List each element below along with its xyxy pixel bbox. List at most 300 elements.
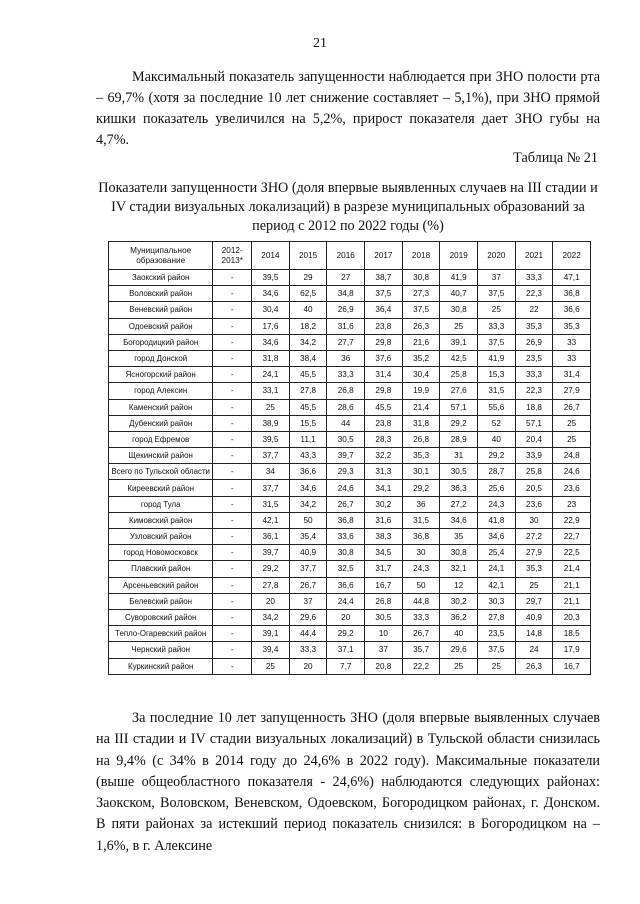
value-cell: 31,7 <box>365 561 403 577</box>
value-cell: 52 <box>478 415 516 431</box>
value-cell: 17,9 <box>553 642 591 658</box>
value-cell: 30,2 <box>440 593 478 609</box>
value-cell: 26,3 <box>402 318 440 334</box>
value-cell: 33,1 <box>252 383 290 399</box>
municipality-name: Каменский район <box>109 399 213 415</box>
value-cell: 35,3 <box>553 318 591 334</box>
municipality-name: Всего по Тульской области <box>109 464 213 480</box>
value-cell: 29,2 <box>402 480 440 496</box>
value-cell: - <box>213 561 252 577</box>
value-cell: 30,5 <box>365 609 403 625</box>
value-cell: 23,8 <box>365 318 403 334</box>
value-cell: 36 <box>327 350 365 366</box>
value-cell: 36,1 <box>252 529 290 545</box>
value-cell: 31,5 <box>478 383 516 399</box>
table-row <box>109 448 591 464</box>
value-cell: 37,7 <box>252 480 290 496</box>
value-cell: 39,4 <box>252 642 290 658</box>
table-row <box>109 270 591 286</box>
value-cell: 28,3 <box>365 431 403 447</box>
value-cell: - <box>213 626 252 642</box>
value-cell: 28,9 <box>440 431 478 447</box>
value-cell: 35,2 <box>402 350 440 366</box>
municipality-name: город Донской <box>109 350 213 366</box>
value-cell: 23,6 <box>515 496 553 512</box>
table-row <box>109 302 591 318</box>
value-cell: 31,8 <box>402 415 440 431</box>
value-cell: 39,7 <box>327 448 365 464</box>
table-header <box>109 242 591 270</box>
value-cell: - <box>213 529 252 545</box>
municipality-name: Киреевский район <box>109 480 213 496</box>
header-year: 2016 <box>327 242 365 270</box>
value-cell: 22,5 <box>553 545 591 561</box>
value-cell: 25 <box>440 658 478 674</box>
value-cell: 36,8 <box>327 512 365 528</box>
value-cell: 30,1 <box>402 464 440 480</box>
value-cell: 25 <box>553 431 591 447</box>
municipality-name: Белевский район <box>109 593 213 609</box>
value-cell: 30,5 <box>440 464 478 480</box>
value-cell: 27,9 <box>553 383 591 399</box>
value-cell: 27,2 <box>515 529 553 545</box>
value-cell: - <box>213 480 252 496</box>
value-cell: 34,5 <box>365 545 403 561</box>
header-year: 2022 <box>553 242 591 270</box>
value-cell: 25 <box>553 415 591 431</box>
value-cell: 20 <box>289 658 327 674</box>
value-cell: 50 <box>402 577 440 593</box>
value-cell: 33 <box>553 350 591 366</box>
value-cell: 36,8 <box>553 286 591 302</box>
value-cell: 23,8 <box>365 415 403 431</box>
value-cell: 27,8 <box>252 577 290 593</box>
value-cell: 27,9 <box>515 545 553 561</box>
value-cell: 34,6 <box>252 334 290 350</box>
table-row <box>109 561 591 577</box>
value-cell: 12 <box>440 577 478 593</box>
value-cell: 25,6 <box>478 480 516 496</box>
value-cell: 30 <box>402 545 440 561</box>
value-cell: 41,9 <box>478 350 516 366</box>
value-cell: 37,5 <box>402 302 440 318</box>
value-cell: 25 <box>252 399 290 415</box>
value-cell: 44,8 <box>402 593 440 609</box>
municipality-name: город Алексин <box>109 383 213 399</box>
municipality-name: Воловский район <box>109 286 213 302</box>
value-cell: 24,8 <box>553 448 591 464</box>
value-cell: 20,5 <box>515 480 553 496</box>
value-cell: 26,9 <box>515 334 553 350</box>
value-cell: 25 <box>515 577 553 593</box>
value-cell: 31,5 <box>402 512 440 528</box>
value-cell: 18,8 <box>515 399 553 415</box>
value-cell: 30 <box>515 512 553 528</box>
value-cell: 36,6 <box>289 464 327 480</box>
municipality-name: Узловский район <box>109 529 213 545</box>
table-row <box>109 658 591 674</box>
value-cell: - <box>213 350 252 366</box>
value-cell: 34,6 <box>440 512 478 528</box>
value-cell: 21,6 <box>402 334 440 350</box>
value-cell: 36,2 <box>440 609 478 625</box>
value-cell: 34,6 <box>252 286 290 302</box>
value-cell: - <box>213 286 252 302</box>
value-cell: 28,7 <box>478 464 516 480</box>
value-cell: 29,2 <box>252 561 290 577</box>
value-cell: 25 <box>478 302 516 318</box>
value-cell: 34,1 <box>365 480 403 496</box>
value-cell: 42,5 <box>440 350 478 366</box>
value-cell: 29 <box>289 270 327 286</box>
table-row <box>109 512 591 528</box>
value-cell: 25 <box>478 658 516 674</box>
value-cell: 38,3 <box>365 529 403 545</box>
value-cell: 33 <box>553 334 591 350</box>
value-cell: 30,5 <box>327 431 365 447</box>
value-cell: 27,2 <box>440 496 478 512</box>
header-municipality: Муниципальное образование <box>109 242 213 270</box>
value-cell: 30,4 <box>402 367 440 383</box>
value-cell: 38,4 <box>289 350 327 366</box>
value-cell: 20 <box>252 593 290 609</box>
value-cell: 24,1 <box>252 367 290 383</box>
value-cell: 15,3 <box>478 367 516 383</box>
value-cell: 25 <box>252 658 290 674</box>
value-cell: 44,4 <box>289 626 327 642</box>
table-label: Таблица № 21 <box>513 150 598 166</box>
value-cell: 29,2 <box>478 448 516 464</box>
value-cell: 26,7 <box>553 399 591 415</box>
value-cell: 41,9 <box>440 270 478 286</box>
value-cell: 18,5 <box>553 626 591 642</box>
value-cell: 33,3 <box>478 318 516 334</box>
value-cell: 55,6 <box>478 399 516 415</box>
table-row <box>109 593 591 609</box>
municipality-name: Тепло-Огаревский район <box>109 626 213 642</box>
value-cell: - <box>213 593 252 609</box>
header-year: 2014 <box>252 242 290 270</box>
value-cell: 30,8 <box>440 302 478 318</box>
municipality-name: Богородицкий район <box>109 334 213 350</box>
value-cell: 33,3 <box>402 609 440 625</box>
value-cell: 14,8 <box>515 626 553 642</box>
value-cell: 30,8 <box>402 270 440 286</box>
value-cell: 21,4 <box>402 399 440 415</box>
value-cell: 21,1 <box>553 577 591 593</box>
value-cell: 35 <box>440 529 478 545</box>
value-cell: 50 <box>289 512 327 528</box>
value-cell: 11,1 <box>289 431 327 447</box>
value-cell: 30,8 <box>440 545 478 561</box>
value-cell: 28,6 <box>327 399 365 415</box>
value-cell: - <box>213 512 252 528</box>
value-cell: 39,5 <box>252 270 290 286</box>
value-cell: 62,5 <box>289 286 327 302</box>
value-cell: 40 <box>289 302 327 318</box>
value-cell: 31,5 <box>252 496 290 512</box>
value-cell: - <box>213 318 252 334</box>
closing-paragraph: За последние 10 лет запущенность ЗНО (доля впервые выявленных случаев на III стадии и IV стадии визуальных локализаций) в Тульской области снизилась на 9,4% (с 34% в 2014 году до 24,6% в 2022 году). Максимальные показатели (выше общеобластного показателя - 24,6%) наблюдаются следующих районах: Заокском, Воловском, Веневском, Одоевском, Богородицком районах, г. Донском. В пяти районах за истекший период показатель снизился: в Богородицком на – 1,6%, в г. Алексине <box>96 710 600 854</box>
value-cell: 22,2 <box>402 658 440 674</box>
value-cell: 31,4 <box>365 367 403 383</box>
value-cell: 22,3 <box>515 286 553 302</box>
value-cell: - <box>213 270 252 286</box>
table-row <box>109 350 591 366</box>
value-cell: - <box>213 658 252 674</box>
value-cell: 34,2 <box>252 609 290 625</box>
value-cell: - <box>213 496 252 512</box>
value-cell: 24,3 <box>402 561 440 577</box>
value-cell: 31,6 <box>327 318 365 334</box>
value-cell: 32,2 <box>365 448 403 464</box>
value-cell: 21,1 <box>553 593 591 609</box>
value-cell: 24 <box>515 642 553 658</box>
value-cell: 22,7 <box>553 529 591 545</box>
value-cell: 38,9 <box>252 415 290 431</box>
value-cell: 39,7 <box>252 545 290 561</box>
value-cell: 10 <box>365 626 403 642</box>
value-cell: 40 <box>440 626 478 642</box>
value-cell: 36,6 <box>553 302 591 318</box>
value-cell: 30,3 <box>478 593 516 609</box>
value-cell: 31 <box>440 448 478 464</box>
value-cell: 35,3 <box>402 448 440 464</box>
table-row <box>109 286 591 302</box>
value-cell: 31,3 <box>365 464 403 480</box>
table-row <box>109 415 591 431</box>
table-body <box>109 270 591 675</box>
value-cell: 37,5 <box>478 286 516 302</box>
value-cell: 32,1 <box>440 561 478 577</box>
table-row <box>109 383 591 399</box>
value-cell: 27,7 <box>327 334 365 350</box>
table-row <box>109 431 591 447</box>
table-row <box>109 399 591 415</box>
value-cell: - <box>213 464 252 480</box>
value-cell: 15,5 <box>289 415 327 431</box>
intro-paragraph: Максимальный показатель запущенности наблюдается при ЗНО полости рта – 69,7% (хотя за последние 10 лет снижение составляет – 5,1%), при ЗНО прямой кишки показатель увеличился на 5,2%, прирост показателя дает ЗНО губы на 4,7%. <box>96 69 600 148</box>
header-year: 2021 <box>515 242 553 270</box>
value-cell: 32,5 <box>327 561 365 577</box>
value-cell: - <box>213 448 252 464</box>
value-cell: 26,8 <box>402 431 440 447</box>
municipality-name: Кимовский район <box>109 512 213 528</box>
value-cell: 21,4 <box>553 561 591 577</box>
value-cell: 27,8 <box>478 609 516 625</box>
data-table <box>108 241 591 675</box>
value-cell: 25,8 <box>515 464 553 480</box>
value-cell: 23,6 <box>553 480 591 496</box>
value-cell: 29,7 <box>515 593 553 609</box>
value-cell: 26,7 <box>289 577 327 593</box>
value-cell: 36 <box>402 496 440 512</box>
value-cell: 40,7 <box>440 286 478 302</box>
municipality-name: Заокский район <box>109 270 213 286</box>
value-cell: 37 <box>289 593 327 609</box>
value-cell: 42,1 <box>478 577 516 593</box>
value-cell: 23 <box>553 496 591 512</box>
value-cell: - <box>213 399 252 415</box>
value-cell: 47,1 <box>553 270 591 286</box>
table-row <box>109 626 591 642</box>
value-cell: 37,7 <box>289 561 327 577</box>
value-cell: 39,5 <box>252 431 290 447</box>
value-cell: 35,3 <box>515 318 553 334</box>
table-row <box>109 642 591 658</box>
header-year: 2020 <box>478 242 516 270</box>
municipality-name: Чернский район <box>109 642 213 658</box>
value-cell: 16,7 <box>553 658 591 674</box>
value-cell: 20,4 <box>515 431 553 447</box>
value-cell: 33,3 <box>327 367 365 383</box>
value-cell: - <box>213 334 252 350</box>
value-cell: 34,6 <box>478 529 516 545</box>
value-cell: 30,4 <box>252 302 290 318</box>
value-cell: 37,5 <box>365 286 403 302</box>
table-row <box>109 609 591 625</box>
value-cell: - <box>213 367 252 383</box>
table-row <box>109 496 591 512</box>
value-cell: 31,4 <box>553 367 591 383</box>
value-cell: 35,4 <box>289 529 327 545</box>
value-cell: 37,1 <box>327 642 365 658</box>
municipality-name: город Ефремов <box>109 431 213 447</box>
table-row <box>109 334 591 350</box>
value-cell: 22,3 <box>515 383 553 399</box>
header-year: 2015 <box>289 242 327 270</box>
value-cell: 30,2 <box>365 496 403 512</box>
municipality-name: Дубенский район <box>109 415 213 431</box>
value-cell: 36,8 <box>402 529 440 545</box>
value-cell: 22,9 <box>553 512 591 528</box>
value-cell: 26,7 <box>402 626 440 642</box>
value-cell: 26,3 <box>515 658 553 674</box>
value-cell: 40 <box>478 431 516 447</box>
value-cell: 37,7 <box>252 448 290 464</box>
value-cell: 42,1 <box>252 512 290 528</box>
value-cell: 20,8 <box>365 658 403 674</box>
value-cell: 40,9 <box>515 609 553 625</box>
value-cell: 18,2 <box>289 318 327 334</box>
value-cell: 34,8 <box>327 286 365 302</box>
municipality-name: Щекинский район <box>109 448 213 464</box>
municipality-name: Ясногорский район <box>109 367 213 383</box>
value-cell: 45,5 <box>365 399 403 415</box>
value-cell: 20,3 <box>553 609 591 625</box>
value-cell: 33,6 <box>327 529 365 545</box>
value-cell: 17,6 <box>252 318 290 334</box>
value-cell: - <box>213 545 252 561</box>
municipality-name: Суворовский район <box>109 609 213 625</box>
value-cell: 25 <box>440 318 478 334</box>
value-cell: - <box>213 302 252 318</box>
value-cell: 39,1 <box>440 334 478 350</box>
value-cell: 34 <box>252 464 290 480</box>
value-cell: 57,1 <box>515 415 553 431</box>
value-cell: 24,4 <box>327 593 365 609</box>
value-cell: 33,9 <box>515 448 553 464</box>
value-cell: 37 <box>478 270 516 286</box>
value-cell: 25,8 <box>440 367 478 383</box>
table-row <box>109 464 591 480</box>
header-year: 2019 <box>440 242 478 270</box>
municipality-name: город Новомосковск <box>109 545 213 561</box>
municipality-name: Арсеньевский район <box>109 577 213 593</box>
value-cell: 29,2 <box>327 626 365 642</box>
value-cell: 23,5 <box>478 626 516 642</box>
value-cell: 35,7 <box>402 642 440 658</box>
value-cell: 31,6 <box>365 512 403 528</box>
value-cell: 34,6 <box>289 480 327 496</box>
value-cell: 38,7 <box>365 270 403 286</box>
value-cell: 30,8 <box>327 545 365 561</box>
value-cell: 33,3 <box>515 270 553 286</box>
value-cell: 33,3 <box>515 367 553 383</box>
header-year: 2012-2013* <box>213 242 252 270</box>
table-row <box>109 367 591 383</box>
value-cell: 25,4 <box>478 545 516 561</box>
value-cell: 37,5 <box>478 334 516 350</box>
value-cell: 24,6 <box>553 464 591 480</box>
value-cell: - <box>213 431 252 447</box>
value-cell: 44 <box>327 415 365 431</box>
value-cell: 27,8 <box>289 383 327 399</box>
value-cell: 16,7 <box>365 577 403 593</box>
value-cell: 20 <box>327 609 365 625</box>
value-cell: 33,3 <box>289 642 327 658</box>
table-row <box>109 318 591 334</box>
value-cell: 37,6 <box>365 350 403 366</box>
table-title: Показатели запущенности ЗНО (доля впервые выявленных случаев на III стадии и IV стадии визуальных локализаций) в разрезе муниципальных образований за период с 2012 по 2022 годы (%) <box>98 180 598 234</box>
value-cell: 36,6 <box>327 577 365 593</box>
value-cell: 24,1 <box>478 561 516 577</box>
value-cell: 29,6 <box>440 642 478 658</box>
value-cell: 26,9 <box>327 302 365 318</box>
header-year: 2018 <box>402 242 440 270</box>
municipality-name: Одоевский район <box>109 318 213 334</box>
value-cell: 27,6 <box>440 383 478 399</box>
value-cell: 22 <box>515 302 553 318</box>
municipality-name: Куркинский район <box>109 658 213 674</box>
value-cell: 41,8 <box>478 512 516 528</box>
value-cell: 7,7 <box>327 658 365 674</box>
table-row <box>109 545 591 561</box>
value-cell: 29,2 <box>440 415 478 431</box>
value-cell: - <box>213 642 252 658</box>
table-row <box>109 529 591 545</box>
value-cell: 40,9 <box>289 545 327 561</box>
table-row <box>109 577 591 593</box>
value-cell: 26,8 <box>365 593 403 609</box>
value-cell: 29,8 <box>365 334 403 350</box>
value-cell: 57,1 <box>440 399 478 415</box>
value-cell: 27 <box>327 270 365 286</box>
value-cell: 24,6 <box>327 480 365 496</box>
municipality-name: Веневский район <box>109 302 213 318</box>
municipality-name: город Тула <box>109 496 213 512</box>
value-cell: 23,5 <box>515 350 553 366</box>
value-cell: - <box>213 415 252 431</box>
value-cell: 39,1 <box>252 626 290 642</box>
table-row <box>109 480 591 496</box>
value-cell: 29,3 <box>327 464 365 480</box>
value-cell: 36,4 <box>365 302 403 318</box>
value-cell: 45,5 <box>289 399 327 415</box>
value-cell: 24,3 <box>478 496 516 512</box>
page-number: 21 <box>313 36 327 51</box>
value-cell: 43,3 <box>289 448 327 464</box>
